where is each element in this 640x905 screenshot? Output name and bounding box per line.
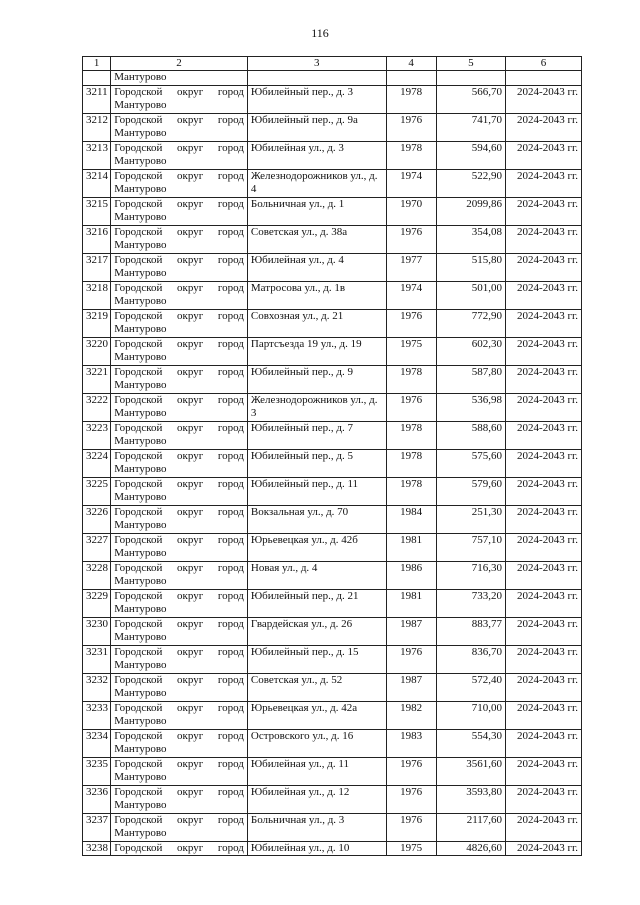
address-cell: Юбилейный пер., д. 9а [247, 114, 386, 142]
address-cell: Юбилейный пер., д. 5 [247, 450, 386, 478]
address-cell: Гвардейская ул., д. 26 [247, 618, 386, 646]
area-cell: 522,90 [436, 170, 505, 198]
table-row [83, 814, 582, 842]
municipality-cell [111, 646, 248, 674]
address-cell: Матросова ул., д. 1в [247, 282, 386, 310]
repair-period-cell: 2024-2043 гг. [506, 534, 582, 562]
municipality-line-1: Городской округ город [114, 142, 244, 154]
row-number: 3233 [83, 702, 111, 730]
municipality-cell [111, 282, 248, 310]
repair-period-cell: 2024-2043 гг. [506, 422, 582, 450]
municipality-cell [111, 674, 248, 702]
municipality-cell [111, 394, 248, 422]
municipality-line-2: Мантурово [114, 211, 167, 223]
repair-period-cell: 2024-2043 гг. [506, 142, 582, 170]
municipality-line-2: Мантурово [114, 631, 167, 643]
area-cell: 566,70 [436, 86, 505, 114]
area-cell: 594,60 [436, 142, 505, 170]
municipality-line-1: Городской округ город [114, 394, 244, 406]
area-cell: 354,08 [436, 226, 505, 254]
area-cell: 772,90 [436, 310, 505, 338]
year-built-cell: 1978 [386, 366, 436, 394]
municipality-line-2: Мантурово [114, 99, 167, 111]
area-cell: 2117,60 [436, 814, 505, 842]
municipality-line-2: Мантурово [114, 547, 167, 559]
municipality-cell [111, 450, 248, 478]
municipality-line-1: Городской округ город [114, 618, 244, 630]
repair-period-cell: 2024-2043 гг. [506, 282, 582, 310]
address-cell: Железнодорожников ул., д. 4 [247, 170, 386, 198]
row-number: 3219 [83, 310, 111, 338]
row-number: 3215 [83, 198, 111, 226]
column-header: 3 [247, 57, 386, 71]
municipality-cell [111, 142, 248, 170]
municipality-cell [111, 506, 248, 534]
repair-period-cell: 2024-2043 гг. [506, 590, 582, 618]
municipality-line-2: Мантурово [114, 463, 167, 475]
area-cell: 588,60 [436, 422, 505, 450]
address-cell: Юбилейная ул., д. 10 [247, 842, 386, 856]
table-row [83, 114, 582, 142]
repair-period-cell: 2024-2043 гг. [506, 478, 582, 506]
municipality-line-1: Городской округ город [114, 86, 244, 98]
municipality-line-1: Городской округ город [114, 226, 244, 238]
area-cell: 836,70 [436, 646, 505, 674]
municipality-line-2: Мантурово [114, 491, 167, 503]
table-row [83, 478, 582, 506]
repair-period-cell: 2024-2043 гг. [506, 366, 582, 394]
repair-period-cell: 2024-2043 гг. [506, 170, 582, 198]
year-built-cell: 1974 [386, 170, 436, 198]
column-header: 2 [111, 57, 248, 71]
municipality-line-2: Мантурово [114, 799, 167, 811]
area-cell: 587,80 [436, 366, 505, 394]
table-row [83, 198, 582, 226]
address-cell: Юрьевецкая ул., д. 42б [247, 534, 386, 562]
area-cell: 602,30 [436, 338, 505, 366]
area-cell: 883,77 [436, 618, 505, 646]
address-cell: Больничная ул., д. 3 [247, 814, 386, 842]
address-cell: Юбилейный пер., д. 15 [247, 646, 386, 674]
row-number: 3217 [83, 254, 111, 282]
row-number: 3222 [83, 394, 111, 422]
table-row [83, 730, 582, 758]
row-number: 3238 [83, 842, 111, 856]
area-cell: 733,20 [436, 590, 505, 618]
row-number: 3232 [83, 674, 111, 702]
municipality-line-2: Мантурово [114, 575, 167, 587]
municipality-cell [111, 170, 248, 198]
repair-period-cell: 2024-2043 гг. [506, 114, 582, 142]
municipality-cell [111, 618, 248, 646]
municipality-line-1: Городской округ город [114, 506, 244, 518]
municipality-line-2: Мантурово [114, 519, 167, 531]
municipality-line-1: Городской округ город [114, 254, 244, 266]
area-cell: 741,70 [436, 114, 505, 142]
municipality-cell [111, 758, 248, 786]
table-row [83, 646, 582, 674]
row-number: 3211 [83, 86, 111, 114]
table-row [83, 338, 582, 366]
year-built-cell: 1978 [386, 142, 436, 170]
area-cell: 710,00 [436, 702, 505, 730]
municipality-cell [111, 702, 248, 730]
municipality-cell [111, 814, 248, 842]
year-built-cell: 1977 [386, 254, 436, 282]
municipality-cell [111, 338, 248, 366]
repair-period-cell: 2024-2043 гг. [506, 198, 582, 226]
year-built-cell: 1986 [386, 562, 436, 590]
year-built-cell: 1975 [386, 338, 436, 366]
repair-period-cell: 2024-2043 гг. [506, 814, 582, 842]
table-row [83, 758, 582, 786]
address-cell: Юрьевецкая ул., д. 42а [247, 702, 386, 730]
year-built-cell: 1982 [386, 702, 436, 730]
table-row [83, 562, 582, 590]
year-built-cell: 1987 [386, 618, 436, 646]
area-cell: 3561,60 [436, 758, 505, 786]
address-cell: Островского ул., д. 16 [247, 730, 386, 758]
table-row [83, 590, 582, 618]
municipality-cell [111, 226, 248, 254]
table-row [83, 674, 582, 702]
table-row [83, 226, 582, 254]
address-cell: Совхозная ул., д. 21 [247, 310, 386, 338]
row-number: 3236 [83, 786, 111, 814]
municipality-line-1: Городской округ город [114, 338, 244, 350]
municipality-line-1: Городской округ город [114, 842, 244, 854]
municipality-line-1: Городской округ город [114, 702, 244, 714]
municipality-line-1: Городской округ город [114, 562, 244, 574]
municipality-line-2: Мантурово [114, 267, 167, 279]
municipality-cell [111, 254, 248, 282]
row-number: 3226 [83, 506, 111, 534]
repair-period-cell: 2024-2043 гг. [506, 562, 582, 590]
table-row [83, 702, 582, 730]
area-cell: 536,98 [436, 394, 505, 422]
repair-period-cell: 2024-2043 гг. [506, 226, 582, 254]
municipality-line-2: Мантурово [114, 379, 167, 391]
repair-period-cell: 2024-2043 гг. [506, 338, 582, 366]
area-cell: 579,60 [436, 478, 505, 506]
municipality-cell [111, 422, 248, 450]
year-built-cell: 1976 [386, 226, 436, 254]
row-number: 3229 [83, 590, 111, 618]
year-built-cell: 1981 [386, 534, 436, 562]
year-built-cell: 1974 [386, 282, 436, 310]
area-cell: 572,40 [436, 674, 505, 702]
municipality-line-2: Мантурово [114, 603, 167, 615]
repair-period-cell: 2024-2043 гг. [506, 758, 582, 786]
municipality-line-2: Мантурово [114, 407, 167, 419]
address-cell: Советская ул., д. 52 [247, 674, 386, 702]
municipality-line-2: Мантурово [114, 295, 167, 307]
year-built-cell: 1987 [386, 674, 436, 702]
municipality-line-1: Городской округ город [114, 534, 244, 546]
row-number: 3212 [83, 114, 111, 142]
year-built-cell: 1976 [386, 814, 436, 842]
municipality-cell [111, 842, 248, 856]
year-built-cell: 1975 [386, 842, 436, 856]
row-number: 3223 [83, 422, 111, 450]
continuation-row [83, 71, 582, 86]
municipality-line-1: Городской округ город [114, 170, 244, 182]
area-cell: 515,80 [436, 254, 505, 282]
table-row [83, 450, 582, 478]
municipality-cell [111, 730, 248, 758]
table-row [83, 506, 582, 534]
address-cell: Юбилейная ул., д. 12 [247, 786, 386, 814]
row-number: 3213 [83, 142, 111, 170]
area-cell: 554,30 [436, 730, 505, 758]
table-row [83, 842, 582, 856]
year-built-cell: 1981 [386, 590, 436, 618]
address-cell: Советская ул., д. 38а [247, 226, 386, 254]
municipality-cell [111, 534, 248, 562]
municipality-line-2: Мантурово [114, 687, 167, 699]
year-built-cell: 1976 [386, 114, 436, 142]
table-row [83, 366, 582, 394]
table-row [83, 786, 582, 814]
row-number: 3225 [83, 478, 111, 506]
municipality-line-1: Городской округ город [114, 590, 244, 602]
municipality-line-1: Городской округ город [114, 114, 244, 126]
municipality-cell [111, 562, 248, 590]
municipality-line-2: Мантурово [114, 743, 167, 755]
address-cell: Юбилейный пер., д. 3 [247, 86, 386, 114]
address-cell: Юбилейная ул., д. 4 [247, 254, 386, 282]
row-number: 3218 [83, 282, 111, 310]
table-row [83, 254, 582, 282]
year-built-cell: 1976 [386, 786, 436, 814]
column-header: 1 [83, 57, 111, 71]
column-header: 4 [386, 57, 436, 71]
repair-period-cell: 2024-2043 гг. [506, 674, 582, 702]
row-number: 3214 [83, 170, 111, 198]
municipality-line-1: Городской округ город [114, 366, 244, 378]
table-row [83, 422, 582, 450]
municipality-line-1: Городской округ город [114, 786, 244, 798]
area-cell: 757,10 [436, 534, 505, 562]
year-built-cell: 1983 [386, 730, 436, 758]
area-cell: 2099,86 [436, 198, 505, 226]
row-number: 3220 [83, 338, 111, 366]
row-number: 3221 [83, 366, 111, 394]
address-cell: Новая ул., д. 4 [247, 562, 386, 590]
row-number: 3230 [83, 618, 111, 646]
area-cell: 501,00 [436, 282, 505, 310]
area-cell: 716,30 [436, 562, 505, 590]
year-built-cell: 1970 [386, 198, 436, 226]
municipality-line-2: Мантурово [114, 155, 167, 167]
column-header: 6 [506, 57, 582, 71]
address-cell: Юбилейный пер., д. 9 [247, 366, 386, 394]
municipality-line-1: Городской округ город [114, 478, 244, 490]
year-built-cell: 1978 [386, 450, 436, 478]
page-number: 116 [311, 26, 329, 40]
table-row [83, 282, 582, 310]
repair-period-cell: 2024-2043 гг. [506, 450, 582, 478]
municipality-line-1: Городской округ город [114, 310, 244, 322]
year-built-cell: 1976 [386, 758, 436, 786]
address-cell: Юбилейная ул., д. 3 [247, 142, 386, 170]
repair-period-cell: 2024-2043 гг. [506, 506, 582, 534]
municipality-line-1: Городской округ город [114, 422, 244, 434]
municipality-cell [111, 86, 248, 114]
row-number: 3216 [83, 226, 111, 254]
year-built-cell: 1976 [386, 646, 436, 674]
table-row [83, 170, 582, 198]
column-number-row [83, 57, 582, 71]
address-cell: Партсъезда 19 ул., д. 19 [247, 338, 386, 366]
municipality-line-2: Мантурово [114, 239, 167, 251]
table-row [83, 310, 582, 338]
year-built-cell: 1984 [386, 506, 436, 534]
table-row [83, 534, 582, 562]
table-row [83, 142, 582, 170]
year-built-cell: 1978 [386, 422, 436, 450]
table-row [83, 86, 582, 114]
column-header: 5 [436, 57, 505, 71]
municipality-line-2: Мантурово [114, 323, 167, 335]
repair-period-cell: 2024-2043 гг. [506, 394, 582, 422]
address-cell: Железнодорожников ул., д. 3 [247, 394, 386, 422]
table-row [83, 618, 582, 646]
municipality-cell [111, 310, 248, 338]
repair-period-cell: 2024-2043 гг. [506, 842, 582, 856]
table-row [83, 394, 582, 422]
repair-period-cell: 2024-2043 гг. [506, 702, 582, 730]
row-number: 3228 [83, 562, 111, 590]
address-cell: Юбилейный пер., д. 11 [247, 478, 386, 506]
row-number: 3224 [83, 450, 111, 478]
row-number: 3235 [83, 758, 111, 786]
municipality-line-2: Мантурово [114, 183, 167, 195]
municipality-line-2: Мантурово [114, 659, 167, 671]
address-cell: Юбилейный пер., д. 21 [247, 590, 386, 618]
area-cell: 575,60 [436, 450, 505, 478]
row-number: 3227 [83, 534, 111, 562]
area-cell: 4826,60 [436, 842, 505, 856]
municipality-line-2: Мантурово [114, 435, 167, 447]
municipality-cell [111, 114, 248, 142]
row-number: 3234 [83, 730, 111, 758]
municipality-line-2: Мантурово [114, 827, 167, 839]
repair-period-cell: 2024-2043 гг. [506, 86, 582, 114]
address-cell: Вокзальная ул., д. 70 [247, 506, 386, 534]
area-cell: 3593,80 [436, 786, 505, 814]
municipality-cell [111, 366, 248, 394]
municipality-cell [111, 786, 248, 814]
municipality-line-1: Городской округ город [114, 758, 244, 770]
municipality-line-1: Городской округ город [114, 730, 244, 742]
municipality-cell [111, 478, 248, 506]
municipality-line-1: Городской округ город [114, 674, 244, 686]
repair-period-cell: 2024-2043 гг. [506, 730, 582, 758]
year-built-cell: 1976 [386, 394, 436, 422]
municipality-cell [111, 590, 248, 618]
address-cell: Больничная ул., д. 1 [247, 198, 386, 226]
municipality-line-2: Мантурово [114, 771, 167, 783]
year-built-cell: 1978 [386, 478, 436, 506]
municipality-line-1: Городской округ город [114, 814, 244, 826]
address-cell: Юбилейная ул., д. 11 [247, 758, 386, 786]
municipality-tail: Мантурово [111, 71, 248, 86]
municipality-line-1: Городской округ город [114, 450, 244, 462]
municipality-line-1: Городской округ город [114, 282, 244, 294]
year-built-cell: 1976 [386, 310, 436, 338]
housing-register-table [82, 56, 582, 856]
municipality-line-2: Мантурово [114, 351, 167, 363]
address-cell: Юбилейный пер., д. 7 [247, 422, 386, 450]
municipality-line-2: Мантурово [114, 127, 167, 139]
municipality-cell [111, 198, 248, 226]
row-number: 3237 [83, 814, 111, 842]
municipality-line-1: Городской округ город [114, 198, 244, 210]
municipality-line-2: Мантурово [114, 715, 167, 727]
year-built-cell: 1978 [386, 86, 436, 114]
repair-period-cell: 2024-2043 гг. [506, 310, 582, 338]
area-cell: 251,30 [436, 506, 505, 534]
repair-period-cell: 2024-2043 гг. [506, 618, 582, 646]
repair-period-cell: 2024-2043 гг. [506, 786, 582, 814]
municipality-line-1: Городской округ город [114, 646, 244, 658]
row-number: 3231 [83, 646, 111, 674]
repair-period-cell: 2024-2043 гг. [506, 254, 582, 282]
repair-period-cell: 2024-2043 гг. [506, 646, 582, 674]
